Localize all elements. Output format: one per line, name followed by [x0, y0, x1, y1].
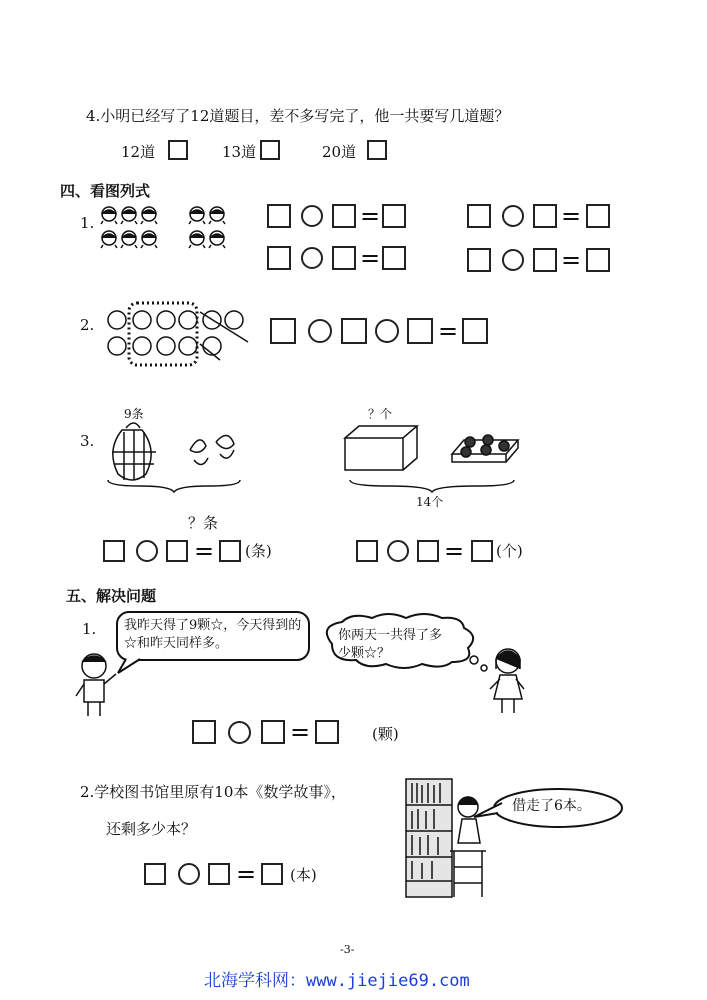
- box-apples-illustration: [340, 418, 535, 498]
- equals-sign: =: [444, 537, 465, 565]
- footer-website[interactable]: 北海学科网：www.jiejie69.com: [204, 971, 470, 991]
- girl-speech-text: 你两天一共得了多少颗☆？: [338, 628, 443, 661]
- operator-circle[interactable]: [502, 205, 524, 227]
- operator-circle[interactable]: [502, 249, 524, 271]
- s4-problem-2-number: 2.: [80, 316, 95, 334]
- section-5-title: 五、解决问题: [66, 587, 157, 605]
- answer-box[interactable]: [103, 540, 125, 562]
- page-number: -3-: [340, 943, 355, 956]
- operator-circle[interactable]: [375, 319, 399, 343]
- answer-box[interactable]: [261, 863, 283, 885]
- answer-box[interactable]: [471, 540, 493, 562]
- apple-total-label: 14个: [416, 495, 444, 509]
- apple-unknown-label: ？个: [368, 407, 393, 421]
- answer-box[interactable]: [462, 318, 488, 344]
- answer-box[interactable]: [315, 720, 339, 744]
- answer-box[interactable]: [267, 204, 291, 228]
- answer-box[interactable]: [467, 248, 491, 272]
- answer-box[interactable]: [208, 863, 230, 885]
- answer-box[interactable]: [192, 720, 216, 744]
- s4-problem-1-number: 1.: [80, 214, 95, 232]
- answer-box[interactable]: [407, 318, 433, 344]
- answer-box[interactable]: [382, 246, 406, 270]
- unit-tiao: (条): [245, 542, 272, 560]
- chick-group-illustration: [100, 204, 240, 259]
- question-4-text: 4.小明已经写了12道题目，差不多写完了，他一共要写几道题？: [86, 107, 510, 125]
- s4-problem-3-number: 3.: [80, 432, 95, 450]
- answer-box[interactable]: [417, 540, 439, 562]
- operator-circle[interactable]: [308, 319, 332, 343]
- answer-box[interactable]: [356, 540, 378, 562]
- boy-illustration: [70, 650, 130, 720]
- answer-box[interactable]: [533, 248, 557, 272]
- answer-box[interactable]: [144, 863, 166, 885]
- library-speech-text: 借走了6本。: [512, 798, 591, 814]
- operator-circle[interactable]: [178, 863, 200, 885]
- answer-box[interactable]: [467, 204, 491, 228]
- fish-question-label: ？条: [188, 514, 219, 532]
- option-20-checkbox[interactable]: [367, 140, 387, 160]
- operator-circle[interactable]: [228, 721, 251, 744]
- fish-total-label: 9条: [124, 407, 144, 421]
- option-13-checkbox[interactable]: [260, 140, 280, 160]
- circles-illustration: [104, 300, 254, 370]
- boy-speech-text: 我昨天得了9颗☆，今天得到的☆和昨天同样多。: [124, 618, 302, 651]
- equals-sign: =: [236, 860, 257, 888]
- s5-problem-2-question: 还剩多少本？: [106, 820, 197, 838]
- equals-sign: =: [194, 537, 215, 565]
- answer-box[interactable]: [533, 204, 557, 228]
- answer-box[interactable]: [219, 540, 241, 562]
- unit-ke: (颗): [372, 725, 399, 743]
- s5-problem-1-number: 1.: [82, 620, 97, 638]
- fish-vase-illustration: [104, 420, 246, 492]
- answer-box[interactable]: [270, 318, 296, 344]
- operator-circle[interactable]: [301, 247, 323, 269]
- answer-box[interactable]: [332, 204, 356, 228]
- operator-circle[interactable]: [387, 540, 409, 562]
- answer-box[interactable]: [586, 204, 610, 228]
- unit-ben: (本): [290, 866, 317, 884]
- answer-box[interactable]: [382, 204, 406, 228]
- s5-problem-2-text: 2.学校图书馆里原有10本《数学故事》，: [80, 783, 346, 801]
- equals-sign: =: [360, 244, 381, 272]
- operator-circle[interactable]: [136, 540, 158, 562]
- section-4-title: 四、看图列式: [60, 182, 151, 200]
- unit-ge: (个): [496, 542, 523, 560]
- equals-sign: =: [438, 317, 459, 345]
- girl-illustration: [478, 645, 538, 717]
- option-20: 20道: [322, 143, 357, 161]
- option-12-checkbox[interactable]: [168, 140, 188, 160]
- answer-box[interactable]: [332, 246, 356, 270]
- option-13: 13道: [222, 143, 257, 161]
- equals-sign: =: [561, 202, 582, 230]
- answer-box[interactable]: [586, 248, 610, 272]
- equals-sign: =: [360, 202, 381, 230]
- equals-sign: =: [290, 718, 311, 746]
- answer-box[interactable]: [166, 540, 188, 562]
- answer-box[interactable]: [267, 246, 291, 270]
- option-12: 12道: [121, 143, 156, 161]
- answer-box[interactable]: [341, 318, 367, 344]
- answer-box[interactable]: [261, 720, 285, 744]
- equals-sign: =: [561, 246, 582, 274]
- operator-circle[interactable]: [301, 205, 323, 227]
